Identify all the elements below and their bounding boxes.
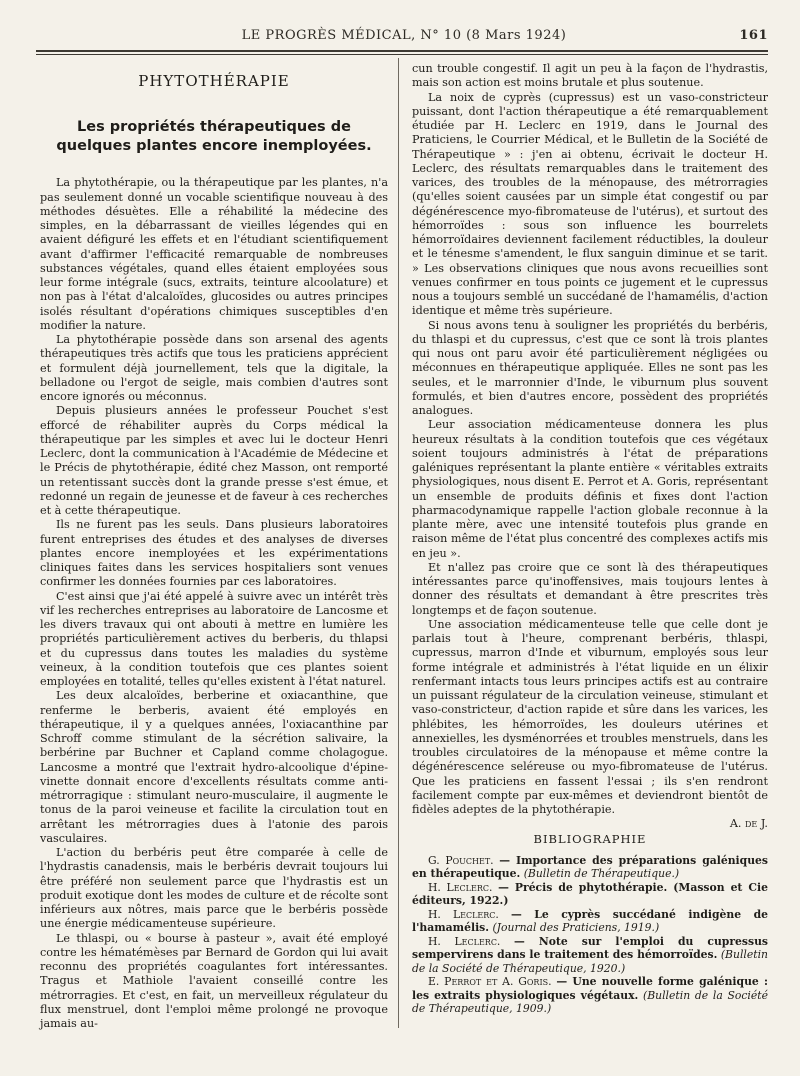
bib-author: H. Leclerc. (428, 934, 501, 948)
header-rule-thin (36, 54, 768, 55)
header-rule (36, 50, 768, 52)
bib-source: (Journal des Praticiens, 1919.) (492, 921, 660, 935)
bibliography-entry (412, 975, 768, 1016)
bibliography-entry (412, 935, 768, 976)
bib-author: E. Perrot et A. Goris. (428, 975, 552, 989)
paragraph: Si nous avons tenu à souligner les propriétés du berbéris, du thlaspi et du cupressus, c'est que ce sont là trois plantes qui nous ont paru avoir été particulièrement négligées ou méconnues en thérapeutique appliquée. Elles ne sont pas les seules, et le marronnier d'Inde, le viburnum plus souvent formulés, et bien d'autres encore, possèdent des propriétés analogues. (412, 318, 768, 417)
bibliography-title: BIBLIOGRAPHIE (533, 831, 647, 846)
bibliography-entry (412, 908, 768, 935)
bibliography-entry (412, 854, 768, 881)
bib-source: (Bulletin de Thérapeutique.) (523, 867, 680, 881)
paragraph: Depuis plusieurs années le professeur Pouchet s'est efforcé de réhabiliter auprès du Corps médical la thérapeutique par les simples et avec lui le docteur Henri Leclerc, dont la communication à l'Académie de Médecine et le Précis de phytothérapie, édité chez Masson, ont remporté un retentissant succès dont la grande presse s'est émue, et redonné un regain de jeunesse et de faveur à ces recherches et à cette thérapeutique. (40, 404, 388, 517)
bib-source: (Bulletin de la Société de Thérapeutique, 1920.) (412, 948, 768, 975)
paragraph: C'est ainsi que j'ai été appelé à suivre avec un intérêt très vif les recherches entreprises au laboratoire de Lancosme et les divers travaux qui ont abouti à mettre en lumière les propriétés particulièrement actives du berberis, du thlapsi et du cupressus dans toutes les maladies du système veineux, à la condition toutefois que ces plantes soient employées en totalité, telles qu'elles existent à l'état naturel. (40, 589, 388, 688)
bib-author: H. Leclerc. (428, 907, 499, 921)
bib-author: H. Leclerc. (428, 880, 493, 894)
author-signature: A. de J. (729, 817, 768, 831)
bib-source: (Bulletin de la Société de Thérapeutique, 1909.) (412, 988, 768, 1016)
paragraph: Les deux alcaloïdes, berberine et oxiacanthine, que renferme le berberis, avaient été employés en thérapeutique, il y a quelques années, l'oxiacanthine par Schroff comme stimulant de la sécrétion salivaire, la berbérine par Buchner et Capland comme cholagogue. Lancosme a montré que l'extrait hydro-alcoolique d'épine-vinette donnait encore d'excellents résultats comme anti-métrorragique : stimulant neuro-musculaire, il augmente le tonus de la paroi veineuse et facilite la circulation tout en arrêtant les métrorragies dues à l'atonie des parois vasculaires. (40, 689, 388, 845)
left-column (40, 62, 388, 1031)
paragraph: Une association médicamenteuse telle que celle dont je parlais tout à l'heure, comprenant berbéris, thlaspi, cupressus, marron d'Inde et viburnum, employés sous leur forme intégrale et administrés à l'état liquide en un élixir renfermant intacts tous leurs principes actifs est au contraire un puissant régulateur de la circulation veineuse, stimulant et vaso-constricteur, d'action rapide et sûre dans les varices, les phlébites, les hémorroïdes, les douleurs utérines et annexielles, les dysménorrées et troubles menstruels, dans les troubles circulatoires de la ménopause et même contre la dégénérescence seléreuse ou myo-fibromateuse de l'utérus. Que les praticiens en fassent l'essai ; ils s'en rendront facilement compte par eux-mêmes et deviendront bientôt de fidèles adeptes de la phytothérapie. (412, 617, 768, 816)
bibliography-entry (412, 881, 768, 908)
journal-header: LE PROGRÈS MÉDICAL, N° 10 (8 Mars 1924) (241, 28, 567, 43)
right-column (412, 62, 768, 1016)
column-divider (398, 58, 399, 1028)
bib-title: — Une nouvelle forme galénique : les extraits physiologiques végétaux. (412, 975, 768, 1002)
paragraph: La noix de cyprès (cupressus) est un vaso-constricteur puissant, dont l'action thérapeutique a été remarquablement étudiée par H. Leclerc en 1919, dans le Journal des Praticiens, le Courrier Médical, et le Bulletin de la Société de Thérapeutique » : j'en ai obtenu, écrivait le docteur H. Leclerc, des résultats remarquables dans le traitement des varices, des troubles de la ménopause, des métrorragies (qu'elles soient causées par un simple état congestif ou par dégénérescence myo-fibromateuse de l'utérus), et surtout des hémorroïdes : sous son influence les bourrelets hémorroïdaires deviennent facilement réductibles, la douleur et le ténesme s'amendent, le flux sanguin diminue et se tarit. » Les observations cliniques que nous avons recueillies sont venues confirmer en tous points ce jugement et le cupressus nous a toujours semblé un succédané de l'hamamélis, d'action identique et même très supérieure. (412, 90, 768, 318)
paragraph: Et n'allez pas croire que ce sont là des thérapeutiques intéressantes parce qu'inoffensives, mais toujours lentes à donner des résultats et demandant à être prescrites très longtemps et de façon soutenue. (412, 560, 768, 617)
paragraph: Le thlaspi, ou « bourse à pasteur », avait été employé contre les hématémèses par Bernard de Gordon qui lui avait reconnu des propriétés coagulantes fort intéressantes. Tragus et Mathiole l'avaient conseillé contre les métrorragies. Et c'est, en fait, un merveilleux régulateur du flux menstruel, dont l'emploi même prolongé ne provoque jamais au- (40, 931, 388, 1030)
paragraph: Ils ne furent pas les seuls. Dans plusieurs laboratoires furent entreprises des études et des analyses de diverses plantes encore inemployées et les expérimentations cliniques faites dans les services hospitaliers sont venues confirmer les données fournies par ces laboratoires. (40, 518, 388, 589)
paragraph: Leur association médicamenteuse donnera les plus heureux résultats à la condition toutefois que ces végétaux soient toujours administrés à l'état de préparations galéniques représentant la plante entière « véritables extraits physiologiques, nous disent E. Perrot et A. Goris, représentant un ensemble de produits définis et fixes dont l'action pharmacodynamique rappelle l'action globale reconnue à la plante mère, avec une intensité toutefois plus grande en raison même de l'état plus concentré des complexes actifs mis en jeu ». (412, 418, 768, 560)
section-title: PHYTOTHÉRAPIE (138, 72, 290, 90)
page-number: 161 (739, 28, 768, 43)
paragraph: cun trouble congestif. Il agit un peu à la façon de l'hydrastis, mais son action est moins brutale et plus soutenue. (412, 62, 768, 90)
paragraph: La phytothérapie possède dans son arsenal des agents thérapeutiques très actifs que tous les praticiens apprécient et formulent déjà journellement, tels que la digitale, la belladone ou l'ergot de seigle, mais combien d'autres sont encore ignorés ou méconnus. (40, 333, 388, 403)
bib-title: — Le cyprès succédané indigène de l'hamamélis. (412, 907, 768, 935)
paragraph: La phytothérapie, ou la thérapeutique par les plantes, n'a pas seulement donné un vocable scientifique nouveau à des méthodes désuètes. Elle a réhabilité la médecine des simples, en la débarrassant de vieilles légendes qui en avaient défiguré les effets et en l'étudiant scientifiquement avant d'affirmer l'efficacité remarquable de nombreuses substances végétales, quand elles étaient employées sous leur forme intégrale (sucs, extraits, teinture alcoolature) et non pas à l'état d'alcaloïdes, glucosides ou autres principes isolés résultant d'opérations chimiques susceptibles d'en modifier la nature. (40, 176, 388, 332)
paragraph: L'action du berbéris peut être comparée à celle de l'hydrastis canadensis, mais le berbéris devrait toujours lui être préféré non seulement parce que l'hydrastis est un produit exotique dont les modes de culture et de récolte sont inférieurs aux nôtres, mais parce que le berbéris possède une énergie médicamenteuse supérieure. (40, 846, 388, 931)
bib-title: — Précis de phytothérapie. (Masson et Cie éditeurs, 1922.) (412, 880, 768, 908)
bibliography-list (412, 854, 768, 1016)
bib-title: — Note sur l'emploi du cupressus sempervirens dans le traitement des hémorroïdes. (412, 934, 769, 962)
bib-author: G. Pouchet. (428, 853, 494, 867)
bib-title: — Importance des préparations galéniques en thérapeutique. (412, 853, 769, 881)
article-title: Les propriétés thérapeutiques de quelques plantes encore inemployées. (56, 119, 372, 155)
